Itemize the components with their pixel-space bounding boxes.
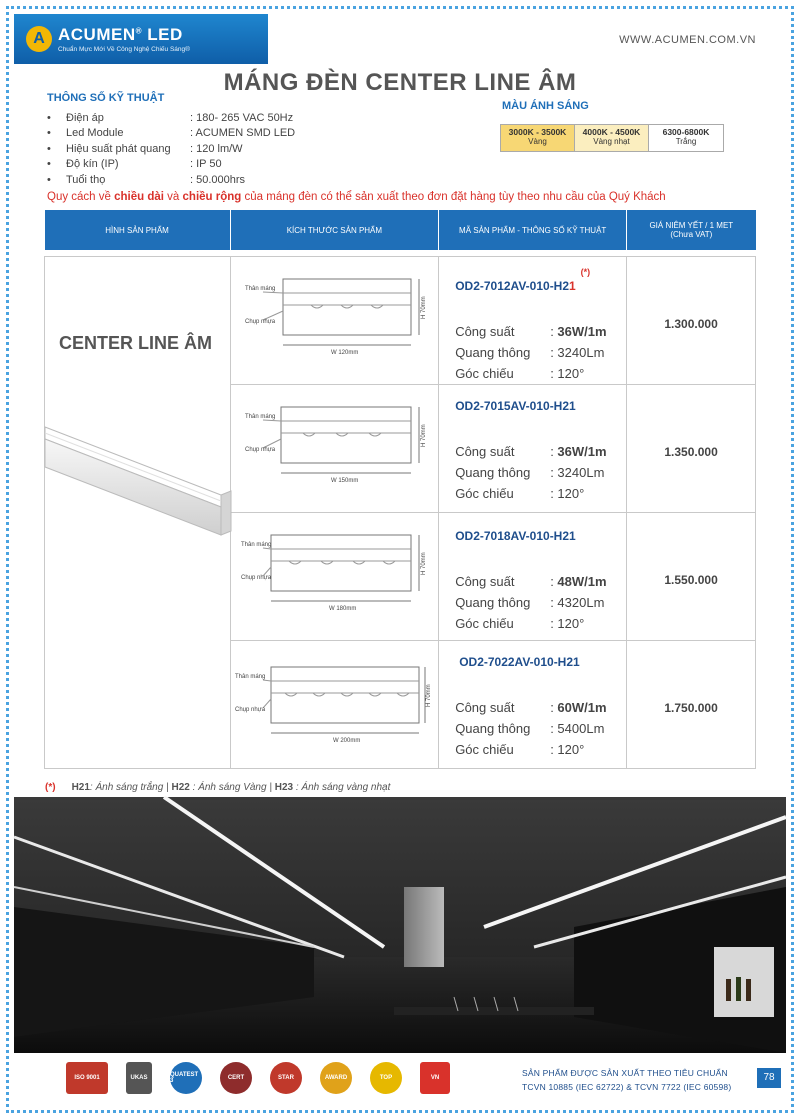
spec-angle: Góc chiếu : 120° (455, 365, 585, 381)
width-label: W 180mm (328, 605, 356, 612)
spec-flux: Quang thông : 3240Lm (455, 464, 605, 480)
award-seal-icon: CERT (220, 1062, 252, 1094)
certification-logos (66, 1062, 450, 1094)
height-label: H 70mm (420, 551, 427, 575)
price-cell: 1.750.000 (627, 640, 756, 768)
dimension-drawing (234, 649, 432, 759)
brand-logo: A ACUMEN® LED Chuẩn Mực Mới Về Công Nghệ Chiếu Sáng® (14, 14, 268, 64)
page-title: MÁNG ĐÈN CENTER LINE ÂM (223, 69, 577, 96)
quatest-icon: QUATEST 3 (170, 1062, 202, 1094)
spec-power: Công suất : 36W/1m (455, 323, 607, 339)
specs-list (47, 110, 367, 188)
spec-angle: Góc chiếu : 120° (455, 485, 585, 501)
light-color-heading: MÀU ÁNH SÁNG (502, 100, 589, 112)
price-cell: 1.550.000 (627, 512, 756, 640)
body-label: Thân máng (244, 285, 275, 292)
standards-note: SẢN PHẨM ĐƯỢC SẢN XUẤT THEO TIÊU CHUẨN TCVN 10885 (IEC 62722) & TCVN 7722 (IEC 60598) (522, 1068, 732, 1092)
height-label: H 70mm (425, 683, 432, 707)
spec-flux: Quang thông : 4320Lm (455, 594, 605, 610)
installation-photo (14, 797, 786, 1053)
top-brand-icon: TOP (370, 1062, 402, 1094)
cover-label: Chụp nhựa (234, 706, 265, 713)
product-table (44, 210, 756, 769)
dimension-cell (230, 256, 439, 384)
dimension-drawing (241, 265, 431, 375)
spec-item: • Điện áp : 180- 265 VAC 50Hz (47, 111, 294, 124)
code-footnote-marker: (*) (580, 266, 591, 277)
product-code: OD2-7018AV-010-H21 (455, 528, 576, 543)
spec-power: Công suất : 60W/1m (455, 699, 607, 715)
col-header-image: HÌNH SẢN PHẨM (45, 210, 231, 250)
dimension-cell (230, 640, 439, 768)
star-award-icon: STAR (270, 1062, 302, 1094)
spec-flux: Quang thông : 3240Lm (455, 344, 605, 360)
page-number: 78 (757, 1068, 781, 1088)
width-label: W 150mm (330, 477, 358, 484)
product-code: OD2-7022AV-010-H21 (459, 654, 580, 669)
color-code-footnote: (*) H21: Ánh sáng trắng | H22 : Ánh sáng Vàng | H23 : Ánh sáng vàng nhạt (45, 782, 391, 793)
cover-label: Chụp nhựa (244, 318, 275, 325)
website-url: WWW.ACUMEN.COM.VN (619, 34, 756, 46)
dimension-drawing (241, 521, 431, 631)
col-header-size: KÍCH THƯỚC SẢN PHẨM (230, 210, 439, 250)
brand-slogan: Chuẩn Mực Mới Về Công Nghệ Chiếu Sáng® (58, 46, 190, 53)
price-cell: 1.350.000 (627, 384, 756, 512)
product-code: OD2-7015AV-010-H21 (455, 398, 576, 413)
product-code: (*) OD2-7012AV-010-H21 (455, 266, 591, 293)
spec-power: Công suất : 36W/1m (455, 443, 607, 459)
custom-size-note: Quy cách về chiều dài và chiều rộng của máng đèn có thể sản xuất theo đơn đặt hàng tùy theo nhu cầu của Quý Khách (47, 191, 666, 203)
spec-item: • Led Module : ACUMEN SMD LED (47, 127, 296, 140)
color-swatch-white: 6300-6800K Trắng (649, 125, 723, 151)
spec-angle: Góc chiếu : 120° (455, 741, 585, 757)
body-label: Thân máng (240, 541, 271, 548)
height-label: H 70mm (420, 423, 427, 447)
height-label: H 70mm (420, 295, 427, 319)
vietnam-quality-icon: VN (420, 1062, 450, 1094)
brand-suffix: LED (147, 25, 183, 44)
price-cell: 1.300.000 (627, 256, 756, 384)
ukas-icon: UKAS (126, 1062, 152, 1094)
spec-item: • Tuổi thọ : 50.000hrs (47, 173, 246, 186)
gold-award-icon: AWARD (320, 1062, 352, 1094)
spec-angle: Góc chiếu : 120° (455, 615, 585, 631)
width-label: W 120mm (330, 349, 358, 356)
iso-certificate-icon: ISO 9001 (66, 1062, 108, 1094)
brand-name: ACUMEN (58, 25, 136, 44)
product-spec-cell (439, 256, 627, 384)
light-color-swatches (500, 124, 724, 152)
body-label: Thân máng (244, 413, 275, 420)
cover-label: Chụp nhựa (244, 446, 275, 453)
product-spec-cell (439, 512, 627, 640)
body-label: Thân máng (234, 673, 265, 680)
dimension-cell (230, 512, 439, 640)
color-swatch-neutral: 4000K - 4500K Vàng nhạt (575, 125, 649, 151)
spec-power: Công suất : 48W/1m (455, 573, 607, 589)
cover-label: Chụp nhựa (240, 574, 271, 581)
color-swatch-warm: 3000K - 3500K Vàng (501, 125, 575, 151)
spec-item: • Hiệu suất phát quang : 120 lm/W (47, 142, 243, 155)
specs-heading: THÔNG SỐ KỸ THUẬT (47, 92, 165, 104)
product-spec-cell (439, 640, 627, 768)
dimension-drawing (241, 393, 431, 503)
col-header-code: MÃ SẢN PHẨM - THÔNG SỐ KỸ THUẬT (439, 210, 627, 250)
dimension-cell (230, 384, 439, 512)
col-header-price: GIÁ NIÊM YẾT / 1 MET (Chưa VAT) (627, 210, 756, 250)
product-image-cell (45, 256, 231, 768)
logo-mark: A (26, 26, 52, 52)
product-spec-cell (439, 384, 627, 512)
table-row (45, 256, 756, 384)
width-label: W 200mm (332, 737, 360, 744)
product-image-label: CENTER LINE ÂM (59, 332, 212, 353)
spec-item: • Độ kín (IP) : IP 50 (47, 158, 222, 171)
spec-flux: Quang thông : 5400Lm (455, 720, 605, 736)
product-profile-image (45, 407, 231, 537)
